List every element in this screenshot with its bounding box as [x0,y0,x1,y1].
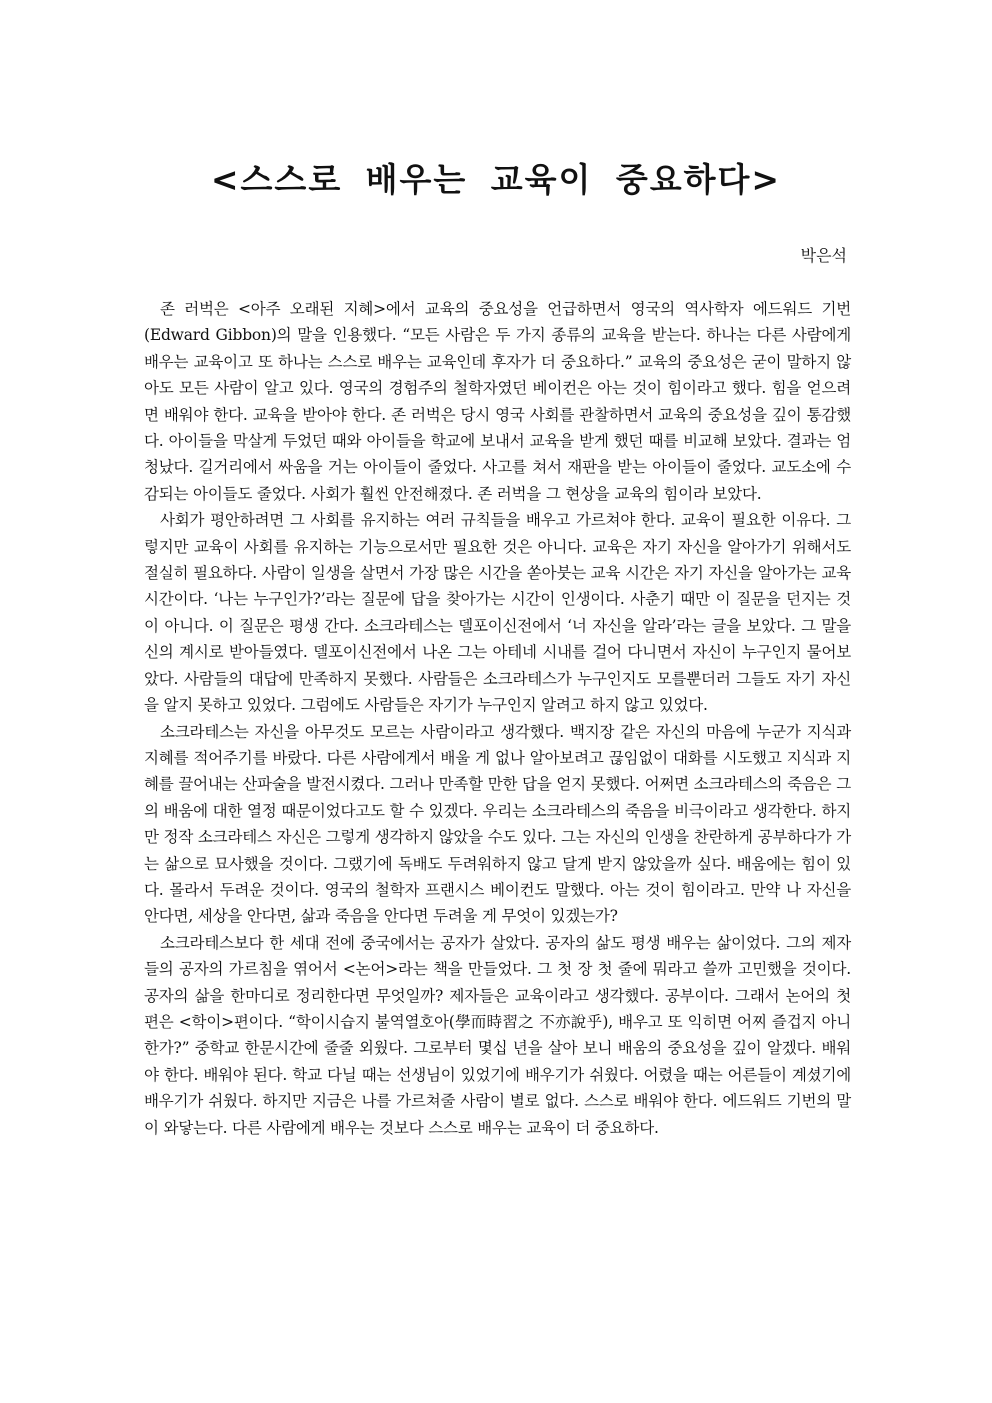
paragraph-3: 소크라테스는 자신을 아무것도 모르는 사람이라고 생각했다. 백지장 같은 자신의 마음에 누군가 지식과 지혜를 적어주기를 바랐다. 다른 사람에게서 배울 게 없나 알아보려고 끊임없이 대화를 시도했고 지식과 지혜를 끌어내는 산파술을 발전시켰다. 그러나 만족할 만한 답을 얻지 못했다. 어쩌면 소크라테스의 죽음은 그의 배움에 대한 열정 때문이었다고도 할 수 있겠다. 우리는 소크라테스의 죽음을 비극이라고 생각한다. 하지만 정작 소크라테스 자신은 그렇게 생각하지 않았을 수도 있다. 그는 자신의 인생을 찬란하게 공부하다가 가는 삶으로 묘사했을 것이다. 그랬기에 독배도 두려워하지 않고 달게 받지 않았을까 싶다. 배움에는 힘이 있다. 몰라서 두려운 것이다. 영국의 철학자 프랜시스 베이컨도 말했다. 아는 것이 힘이라고. 만약 나 자신을 안다면, 세상을 안다면, 삶과 죽음을 안다면 두려울 게 무엇이 있겠는가? [144,722,851,926]
paragraph-4: 소크라테스보다 한 세대 전에 중국에서는 공자가 살았다. 공자의 삶도 평생 배우는 삶이었다. 그의 제자들의 공자의 가르침을 엮어서 <논어>라는 책을 만들었다. 그 첫 장 첫 줄에 뭐라고 쓸까 고민했을 것이다. 공자의 삶을 한마디로 정리한다면 무엇일까? 제자들은 교육이라고 생각했다. 공부이다. 그래서 논어의 첫 편은 <학이>편이다. “학이시습지 불역열호아(學而時習之 不亦說乎), 배우고 또 익히면 어찌 즐겁지 아니한가?” 중학교 한문시간에 줄줄 외웠다. 그로부터 몇십 년을 살아 보니 배움의 중요성을 깊이 알겠다. 배워야 한다. 배워야 된다. 학교 다닐 때는 선생님이 있었기에 배우기가 쉬웠다. 어렸을 때는 어른들이 계셨기에 배우기가 쉬웠다. 하지만 지금은 나를 가르쳐줄 사람이 별로 없다. 스스로 배워야 한다. 에드워드 기번의 말이 와닿는다. 다른 사람에게 배우는 것보다 스스로 배우는 교육이 더 중요하다. [144,933,851,1137]
essay-body [144,296,851,1141]
author-name: 박은석 [800,246,847,265]
paragraph-1: 존 러벅은 <아주 오래된 지혜>에서 교육의 중요성을 언급하면서 영국의 역사학자 에드워드 기번(Edward Gibbon)의 말을 인용했다. “모든 사람은 두 가지 종류의 교육을 받는다. 하나는 다른 사람에게 배우는 교육이고 또 하나는 스스로 배우는 교육인데 후자가 더 중요하다.” 교육의 중요성은 굳이 말하지 않아도 모든 사람이 알고 있다. 영국의 경험주의 철학자였던 베이컨은 아는 것이 힘이라고 했다. 힘을 얻으려면 배워야 한다. 교육을 받아야 한다. 존 러벅은 당시 영국 사회를 관찰하면서 교육의 중요성을 깊이 통감했다. 아이들을 막살게 두었던 때와 아이들을 학교에 보내서 교육을 받게 했던 때를 비교해 보았다. 결과는 엄청났다. 길거리에서 싸움을 거는 아이들이 줄었다. 사고를 쳐서 재판을 받는 아이들이 줄었다. 교도소에 수감되는 아이들도 줄었다. 사회가 훨씬 안전해졌다. 존 러벅을 그 현상을 교육의 힘이라 보았다. [144,300,851,503]
document-title: <스스로 배우는 교육이 중요하다> [210,160,782,199]
paragraph-2: 사회가 평안하려면 그 사회를 유지하는 여러 규칙들을 배우고 가르쳐야 한다. 교육이 필요한 이유다. 그렇지만 교육이 사회를 유지하는 기능으로서만 필요한 것은 아니다. 교육은 자기 자신을 알아가기 위해서도 절실히 필요하다. 사람이 일생을 살면서 가장 많은 시간을 쏟아붓는 교육 시간은 자기 자신을 알아가는 교육 시간이다. ‘나는 누구인가?’라는 질문에 답을 찾아가는 시간이 인생이다. 사춘기 때만 이 질문을 던지는 것이 아니다. 이 질문은 평생 간다. 소크라테스는 델포이신전에서 ‘너 자신을 알라’라는 글을 보았다. 그 말을 신의 계시로 받아들였다. 델포이신전에서 나온 그는 아테네 시내를 걸어 다니면서 자신이 누구인지 물어보았다. 사람들의 대답에 만족하지 못했다. 사람들은 소크라테스가 누구인지도 모를뿐더러 그들도 자기 자신을 알지 못하고 있었다. 그럼에도 사람들은 자기가 누구인지 알려고 하지 않고 있었다. [144,511,851,715]
